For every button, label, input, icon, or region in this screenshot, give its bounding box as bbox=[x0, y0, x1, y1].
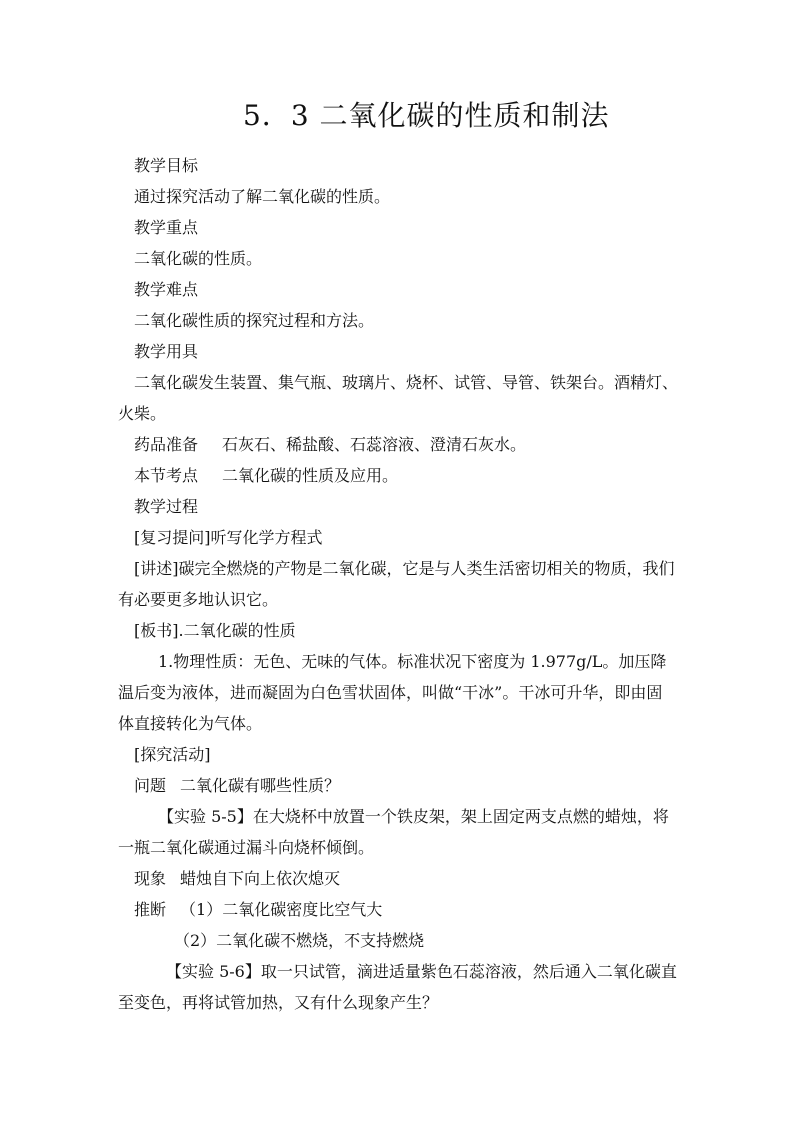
inference-line bbox=[118, 894, 678, 925]
tools-text: 二氧化碳发生装置、集气瓶、玻璃片、烧杯、试管、导管、铁架台。酒精灯、火柴。 bbox=[118, 373, 679, 423]
exam-points-text: 二氧化碳的性质及应用。 bbox=[222, 466, 399, 485]
reagents-text: 石灰石、稀盐酸、石蕊溶液、澄清石灰水。 bbox=[222, 435, 527, 454]
question-line bbox=[118, 770, 678, 801]
inference-label: 推断 bbox=[134, 900, 167, 919]
section-heading-key-points: 教学重点 bbox=[134, 218, 199, 237]
lecture-text: [讲述]碳完全燃烧的产物是二氧化碳，它是与人类生活密切相关的物质，我们有必要更多地认识它。 bbox=[118, 559, 675, 609]
question-label: 问题 bbox=[134, 776, 167, 795]
question-text: 二氧化碳有哪些性质？ bbox=[180, 776, 341, 795]
section-heading-objectives: 教学目标 bbox=[134, 156, 199, 175]
page-title: 5．3 二氧化碳的性质和制法 bbox=[243, 99, 610, 132]
reagents-label: 药品准备 bbox=[134, 435, 199, 454]
phenomenon-text: 蜡烛自下向上依次熄灭 bbox=[180, 869, 341, 888]
experiment-5-5-text: 【实验 5-5】在大烧杯中放置一个铁皮架，架上固定两支点燃的蜡烛，将一瓶二氧化碳通过漏斗向烧杯倾倒。 bbox=[118, 807, 669, 857]
reagents-line bbox=[118, 429, 678, 460]
section-heading-tools: 教学用具 bbox=[134, 342, 199, 361]
exam-points-label: 本节考点 bbox=[134, 466, 199, 485]
exam-points-line bbox=[118, 460, 678, 491]
phenomenon-label: 现象 bbox=[134, 869, 167, 888]
board-text: [板书].二氧化碳的性质 bbox=[134, 621, 296, 640]
inference-text-2: （2）二氧化碳不燃烧，不支持燃烧 bbox=[174, 931, 425, 950]
key-points-text: 二氧化碳的性质。 bbox=[134, 249, 263, 268]
review-question: [复习提问]听写化学方程式 bbox=[134, 528, 323, 547]
objectives-text: 通过探究活动了解二氧化碳的性质。 bbox=[134, 187, 391, 206]
difficulties-text: 二氧化碳性质的探究过程和方法。 bbox=[134, 311, 375, 330]
physical-properties-text: 1.物理性质：无色、无味的气体。标准状况下密度为 1.977g/L。加压降温后变为液体，进而凝固为白色雪状固体，叫做“干冰”。干冰可升华，即由固体直接转化为气体。 bbox=[118, 652, 667, 733]
section-heading-process: 教学过程 bbox=[134, 497, 199, 516]
document-body bbox=[118, 150, 678, 1018]
inquiry-activity-heading: [探究活动] bbox=[134, 745, 211, 764]
phenomenon-line bbox=[118, 863, 678, 894]
section-heading-difficulties: 教学难点 bbox=[134, 280, 199, 299]
experiment-5-6-text: 【实验 5-6】取一只试管，滴进适量紫色石蕊溶液，然后通入二氧化碳直至变色，再将试管加热，又有什么现象产生？ bbox=[118, 962, 677, 1012]
inference-text-1: （1）二氧化碳密度比空气大 bbox=[180, 900, 383, 919]
